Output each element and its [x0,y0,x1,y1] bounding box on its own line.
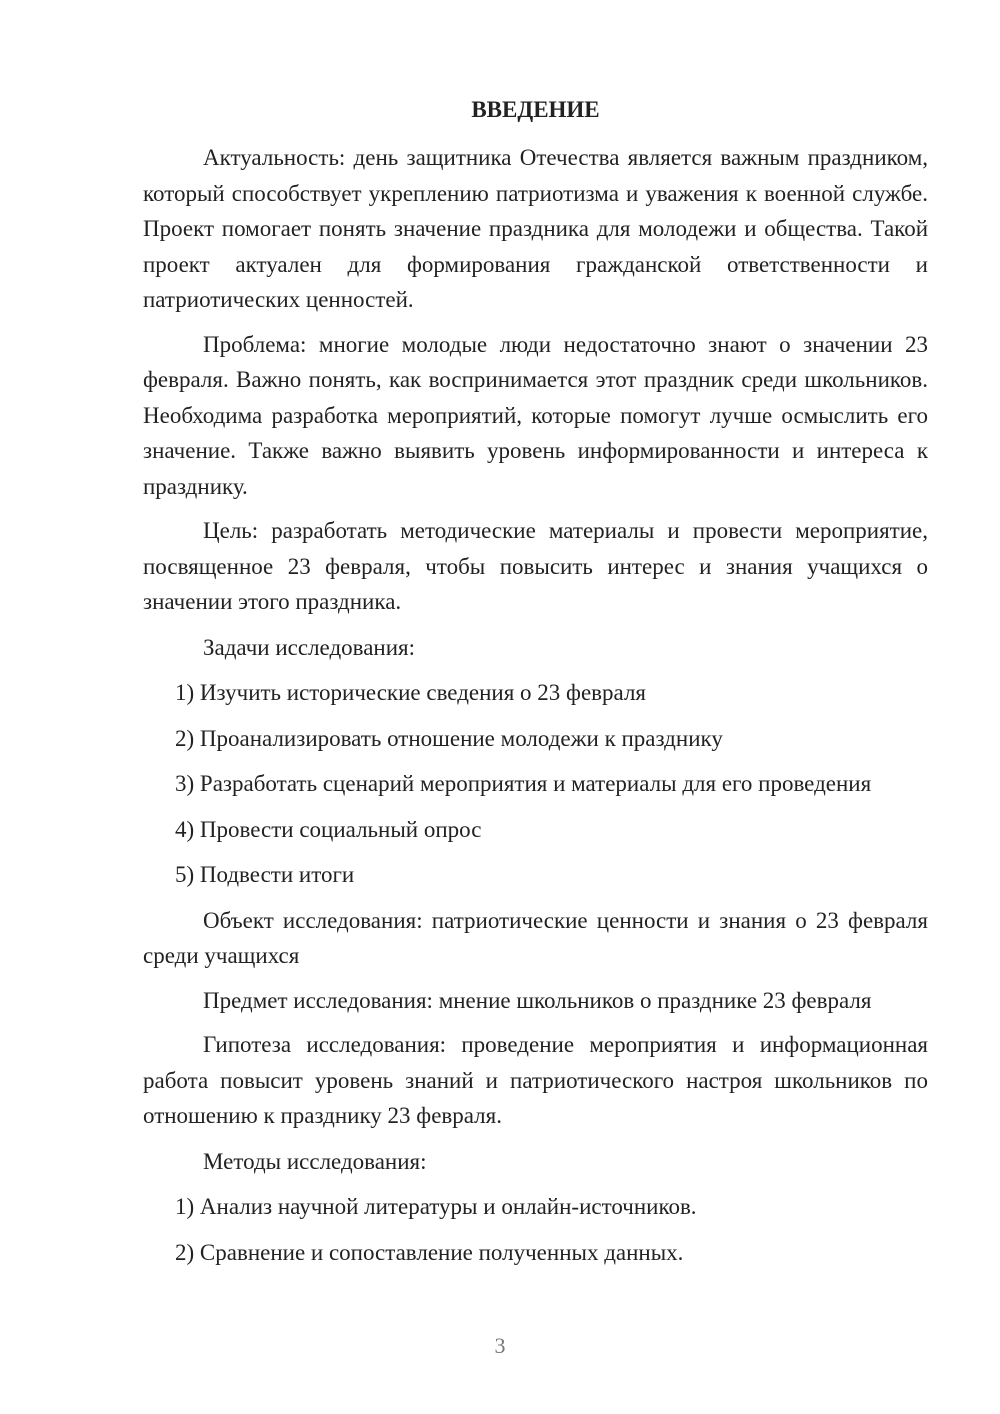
object-paragraph: Объект исследования: патриотические ценности и знания о 23 февраля среди учащихся [143,907,928,968]
task-item: 3) Разработать сценарий мероприятия и материалы для его проведения [175,771,872,796]
methods-heading: Методы исследования: [203,1148,427,1174]
task-item: 5) Подвести итоги [175,862,355,887]
page-number: 3 [494,1333,506,1358]
tasks-heading: Задачи исследования: [203,634,416,660]
document-page [143,92,928,1280]
task-item: 4) Провести социальный опрос [175,816,482,842]
method-item: 1) Анализ научной литературы и онлайн-источников. [175,1194,697,1219]
problem-paragraph: Проблема: многие молодые люди недостаточно знают о значении 23 февраля. Важно понять, как воспринимается этот праздник среди школьников. Необходима разработка мероприятий, которые помогут лучше осмыслить его значение. Также важно выявить уровень информированности и интереса к празднику. [143,331,928,499]
section-title: ВВЕДЕНИЕ [471,97,600,122]
task-item: 1) Изучить исторические сведения о 23 февраля [175,680,646,705]
method-item: 2) Сравнение и сопоставление полученных данных. [175,1239,684,1265]
hypothesis-paragraph: Гипотеза исследования: проведение мероприятия и информационная работа повысит уровень знаний и патриотического настроя школьников по отношению к празднику 23 февраля. [143,1032,928,1128]
task-item: 2) Проанализировать отношение молодежи к празднику [175,725,723,751]
goal-paragraph: Цель: разработать методические материалы и провести мероприятие, посвященное 23 февраля, чтобы повысить интерес и знания учащихся о значении этого праздника. [143,518,928,614]
subject-paragraph: Предмет исследования: мнение школьников о празднике 23 февраля [203,987,872,1013]
relevance-paragraph: Актуальность: день защитника Отечества является важным праздником, который способствует укреплению патриотизма и уважения к военной службе. Проект помогает понять значение праздника для молодежи и общества. Такой проект актуален для формирования гражданской ответственности и патриотических ценностей. [143,145,928,312]
